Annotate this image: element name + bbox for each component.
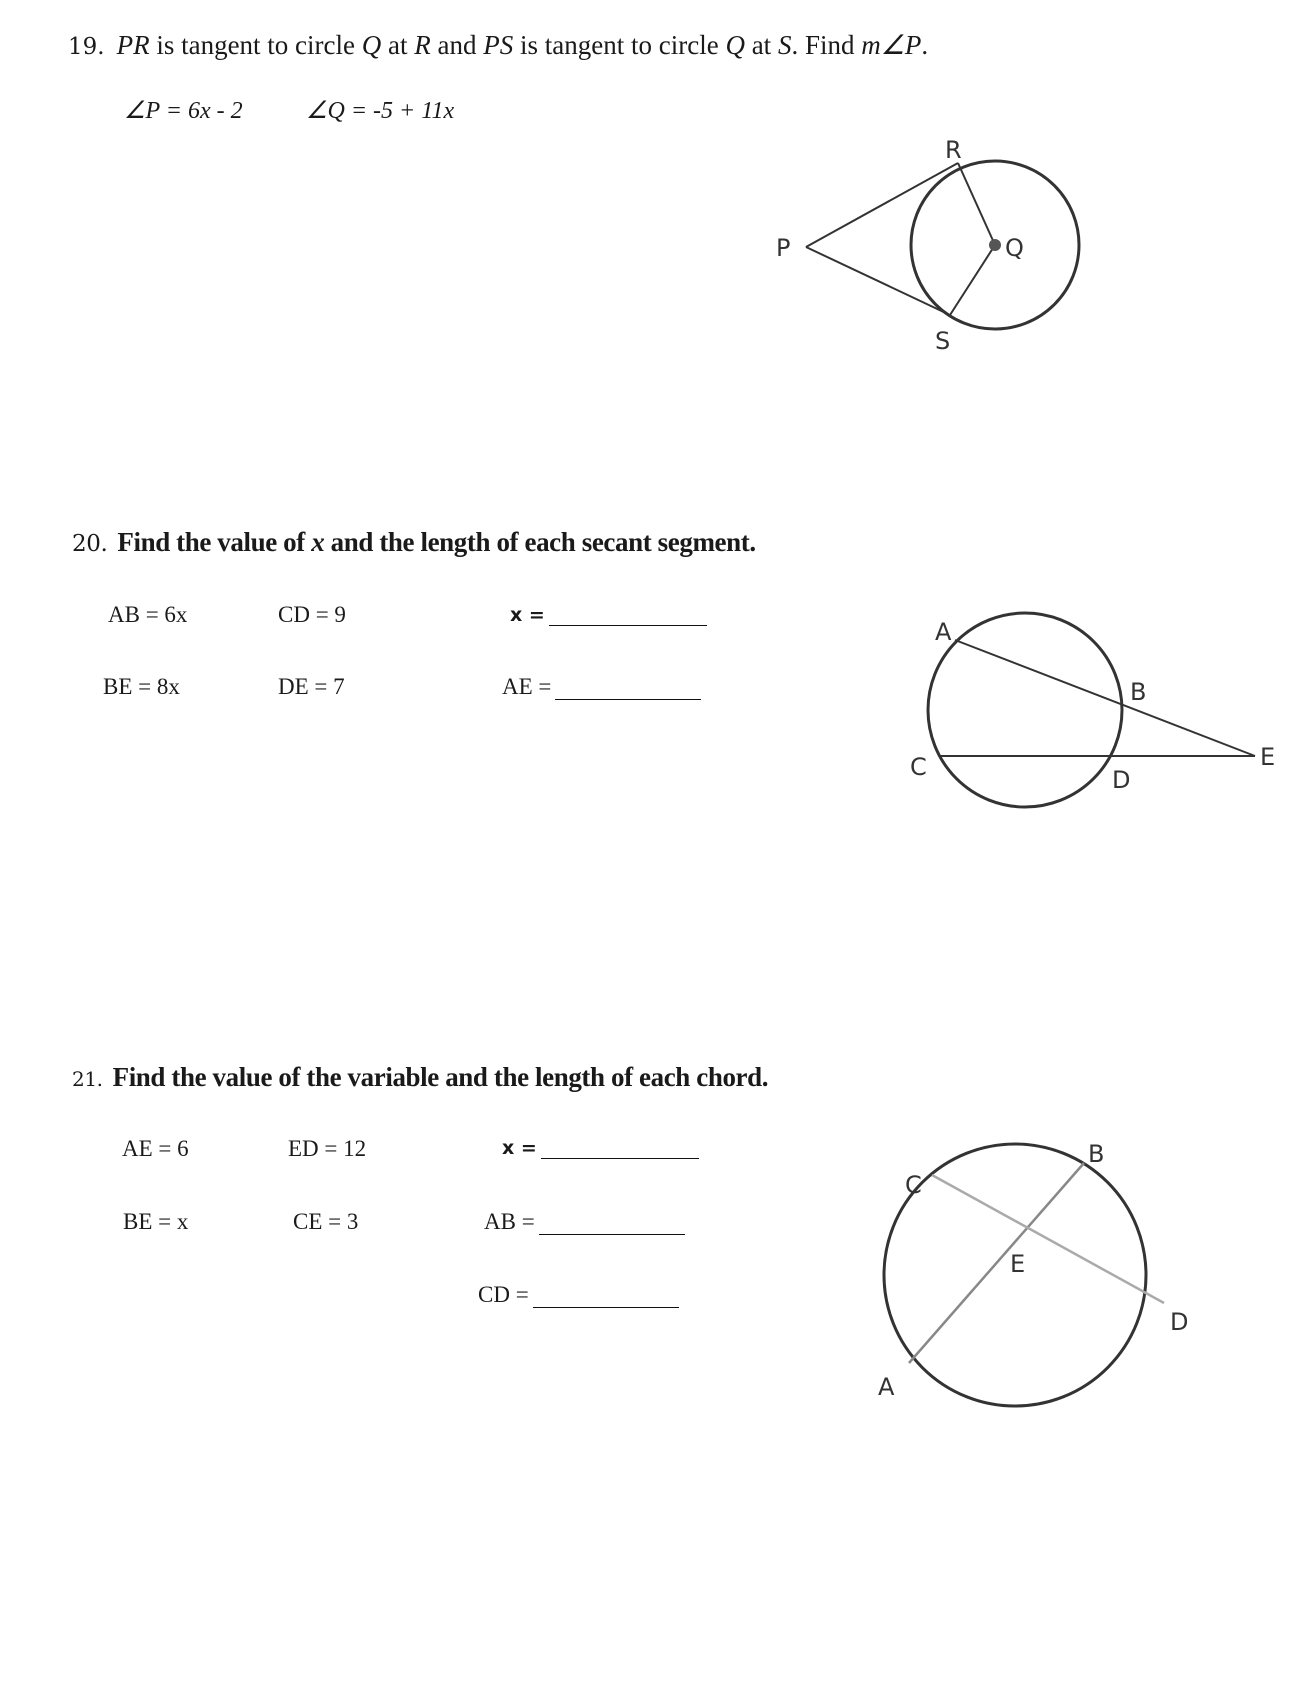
label-b: B bbox=[1130, 678, 1147, 706]
label-e: E bbox=[1260, 743, 1276, 771]
angle-measure: m∠P bbox=[861, 30, 922, 60]
given-ed: ED = 12 bbox=[288, 1136, 367, 1161]
statement-text: and bbox=[430, 30, 484, 60]
given-ce: CE = 3 bbox=[293, 1209, 359, 1234]
answer-label: x = bbox=[510, 604, 545, 626]
given-angle-p: ∠P = 6x - 2 bbox=[124, 98, 243, 124]
answer-label: CD = bbox=[478, 1282, 529, 1307]
statement-text: at bbox=[744, 30, 778, 60]
given-ab: AB = 6x bbox=[108, 602, 188, 627]
given-be: BE = 8x bbox=[103, 674, 180, 699]
statement-text: and the length of each secant segment. bbox=[324, 527, 756, 557]
label-d: D bbox=[1170, 1308, 1189, 1336]
statement-text: . bbox=[921, 30, 929, 60]
statement-text: is tangent to circle bbox=[149, 30, 362, 60]
given-de: DE = 7 bbox=[278, 674, 345, 699]
label-d: D bbox=[1112, 766, 1131, 794]
statement-text: Find the value of bbox=[117, 527, 312, 557]
answer-label: AB = bbox=[484, 1209, 535, 1234]
answer-label: AE = bbox=[502, 674, 552, 699]
label-c: C bbox=[910, 753, 927, 781]
label-q: Q bbox=[1005, 234, 1024, 262]
statement-text: Find the value of the variable and the length of each chord. bbox=[112, 1062, 769, 1092]
chord-ab bbox=[909, 1163, 1084, 1363]
label-b: B bbox=[1088, 1140, 1105, 1168]
circle-name: Q bbox=[725, 30, 745, 60]
label-p: P bbox=[776, 234, 791, 262]
given-angle-q: ∠Q = -5 + 11x bbox=[306, 98, 455, 124]
given-cd: CD = 9 bbox=[278, 602, 346, 627]
circle-name: Q bbox=[361, 30, 382, 60]
variable-x: x bbox=[311, 527, 325, 557]
point-name: R bbox=[414, 30, 431, 60]
chord-cd bbox=[932, 1175, 1164, 1303]
question-number: 21. bbox=[72, 1067, 103, 1091]
given-be: BE = x bbox=[123, 1209, 189, 1234]
statement-text: is tangent to circle bbox=[513, 30, 726, 60]
given-ae: AE = 6 bbox=[122, 1136, 189, 1161]
label-e: E bbox=[1010, 1250, 1026, 1278]
label-r: R bbox=[945, 136, 962, 164]
question-number: 20. bbox=[72, 531, 108, 557]
label-a: A bbox=[935, 618, 952, 646]
question-number: 19. bbox=[68, 34, 105, 60]
label-a: A bbox=[878, 1373, 895, 1401]
point-name: S bbox=[777, 30, 792, 60]
label-s: S bbox=[935, 327, 951, 355]
statement-text: . Find bbox=[791, 30, 862, 60]
segment-ps: PS bbox=[483, 30, 514, 60]
statement-text: at bbox=[381, 30, 415, 60]
segment-pr: PR bbox=[116, 30, 150, 60]
answer-label: x = bbox=[502, 1137, 537, 1159]
label-c: C bbox=[905, 1171, 922, 1199]
